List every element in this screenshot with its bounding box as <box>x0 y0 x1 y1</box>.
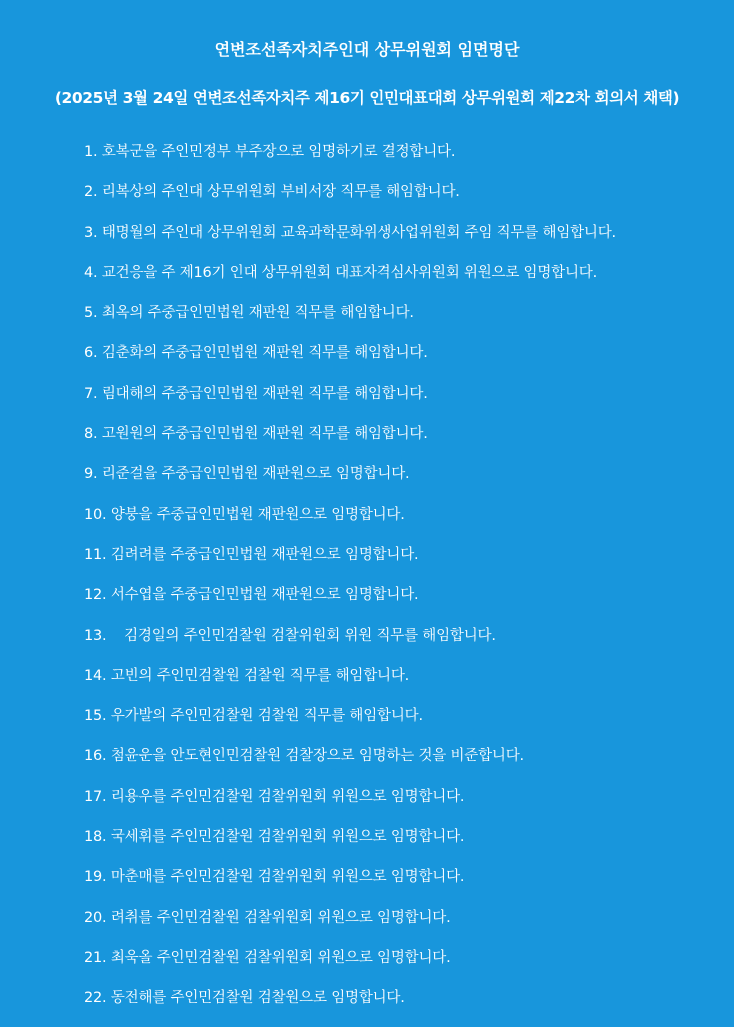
list-item: 4. 교건응을 주 제16기 인대 상무위원회 대표자격심사위원회 위원으로 임명합니다. <box>84 264 597 281</box>
list-item: 15. 우가발의 주인민검찰원 검찰원 직무를 해임합니다. <box>84 708 423 725</box>
document-title: 연변조선족자치주인대 상무위원회 임면명단 <box>214 40 520 59</box>
list-item: 6. 김춘화의 주중급인민법원 재판원 직무를 해임합니다. <box>84 345 428 362</box>
list-item: 11. 김려려를 주중급인민법원 재판원으로 임명합니다. <box>84 546 419 563</box>
list-item: 9. 리준걸을 주중급인민법원 재판원으로 임명합니다. <box>84 466 410 483</box>
list-item: 20. 려취를 주인민검찰원 검찰위원회 위원으로 임명합니다. <box>84 909 451 926</box>
list-item: 18. 국세휘를 주인민검찰원 검찰위원회 위원으로 임명합니다. <box>84 829 465 846</box>
appointment-list <box>84 140 724 1027</box>
list-item: 16. 첨윤운을 안도현인민검찰원 검찰장으로 임명하는 것을 비준합니다. <box>84 748 524 765</box>
list-item: 12. 서수엽을 주중급인민법원 재판원으로 임명합니다. <box>84 587 419 604</box>
document-subtitle: (2025년 3월 24일 연변조선족자치주 제16기 인민대표대회 상무위원회 제22차 회의서 채택) <box>54 89 680 107</box>
list-item: 10. 양붕을 주중급인민법원 재판원으로 임명합니다. <box>84 506 405 523</box>
list-item: 7. 림대해의 주중급인민법원 재판원 직무를 해임합니다. <box>84 385 428 402</box>
list-item: 17. 리용우를 주인민검찰원 검찰위원회 위원으로 임명합니다. <box>84 788 465 805</box>
list-item: 2. 리복상의 주인대 상무위원회 부비서장 직무를 해임합니다. <box>84 184 460 201</box>
list-item: 21. 최욱올 주인민검찰원 검찰위원회 위원으로 임명합니다. <box>84 949 451 966</box>
list-item: 1. 호복군을 주인민정부 부주장으로 임명하기로 결정합니다. <box>84 144 456 160</box>
list-item: 19. 마춘매를 주인민검찰원 검찰위원회 위원으로 임명합니다. <box>84 869 465 886</box>
list-item: 14. 고빈의 주인민검찰원 검찰원 직무를 해임합니다. <box>84 667 410 684</box>
list-item: 3. 태명월의 주인대 상무위원회 교육과학문화위생사업위원회 주임 직무를 해임합니다. <box>84 224 616 241</box>
list-item: 22. 동전해를 주인민검찰원 검찰원으로 임명합니다. <box>84 990 405 1007</box>
list-item: 8. 고원원의 주중급인민법원 재판원 직무를 해임합니다. <box>84 426 428 443</box>
list-item: 5. 최옥의 주중급인민법원 재판원 직무를 해임합니다. <box>84 305 414 322</box>
list-item: 13. 김경일의 주인민검찰원 검찰위원회 위원 직무를 해임합니다. <box>84 627 496 644</box>
